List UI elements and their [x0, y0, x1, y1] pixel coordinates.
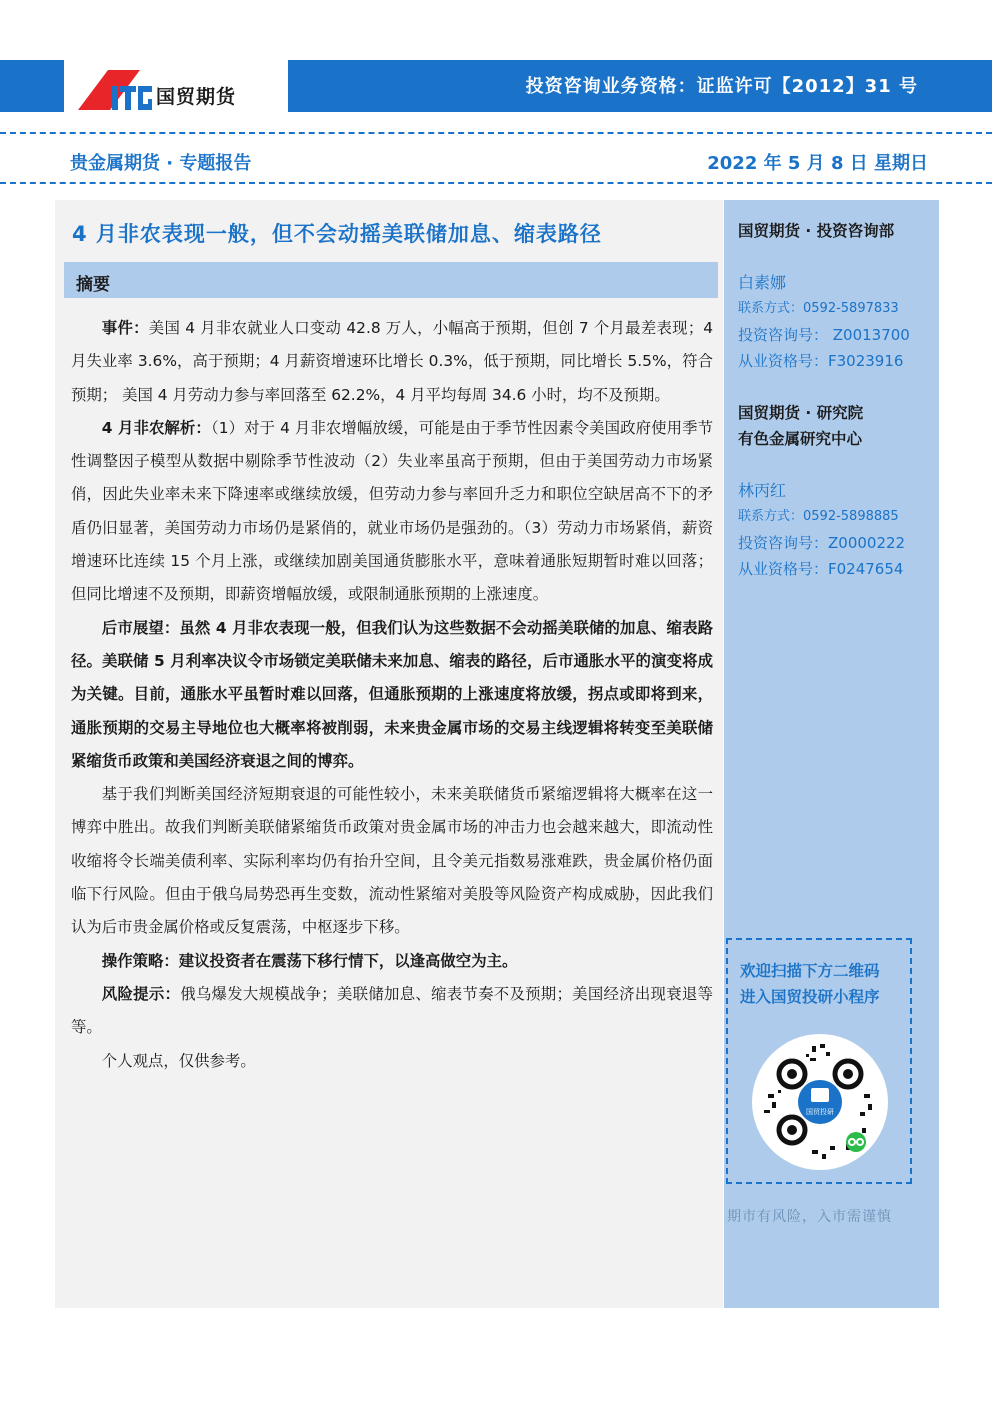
text-judgement: 基于我们判断美国经济短期衰退的可能性较小，未来美联储货币紧缩逻辑将大概率在这一博弈中胜出。故我们判断美联储紧缩货币政策对贵金属市场的冲击力也会越来越大，即流动性收缩将令长端美债利率、实际利率均仍有抬升空间，且令美元指数易涨难跌，贵金属价格仍面临下行风险。但由于俄乌局势恐再生变数，流动性紧缩对美股等风险资产构成威胁，因此我们认为后市贵金属价格或反复震荡，中枢逐步下移。 — [71, 785, 713, 937]
analyst2-name: 林丙红 — [738, 481, 787, 500]
report-type: 贵金属期货 · 专题报告 — [70, 153, 252, 174]
analyst1-card — [738, 270, 910, 374]
itg-logo-icon — [78, 66, 154, 112]
dept2-line1: 国贸期货 · 研究院 — [738, 404, 864, 422]
analyst2-license: 从业资格号：F0247654 — [738, 560, 904, 578]
dept2-line2: 有色金属研究中心 — [738, 430, 863, 448]
article-title: 4 月非农表现一般，但不会动摇美联储加息、缩表路径 — [72, 222, 602, 246]
article-body — [71, 312, 713, 1078]
lead-strategy: 操作策略： — [101, 951, 179, 970]
divider-bottom — [0, 182, 992, 184]
analyst2-card — [738, 478, 905, 582]
analyst1-contact: 联系方式：0592-5897833 — [738, 301, 899, 316]
text-risk: 俄乌爆发大规模战争；美联储加息、缩表节奏不及预期；美国经济出现衰退等等。 — [71, 984, 713, 1037]
lead-event: 事件： — [101, 319, 149, 337]
summary-label: 摘要 — [76, 275, 110, 295]
text-disclaimer: 个人观点，仅供参考。 — [101, 1051, 256, 1070]
divider-top — [0, 132, 992, 134]
lead-risk: 风险提示： — [101, 984, 181, 1003]
paragraph-judgement — [71, 778, 713, 944]
mini-program-qr-icon[interactable] — [750, 1032, 890, 1172]
analyst1-name: 白素娜 — [738, 273, 787, 292]
paragraph-risk — [71, 978, 713, 1045]
text-strategy: 建议投资者在震荡下移行情下，以逢高做空为主。 — [178, 951, 518, 970]
qr-caption-line1: 欢迎扫描下方二维码 — [740, 962, 880, 980]
paragraph-event — [71, 312, 713, 412]
analyst1-advisory: 投资咨询号： Z0013700 — [738, 326, 910, 344]
analyst2-advisory: 投资咨询号：Z0000222 — [738, 534, 906, 552]
qualification-text: 投资咨询业务资格：证监许可【2012】31 号 — [525, 76, 918, 97]
paragraph-analysis — [71, 412, 713, 612]
lead-outlook: 后市展望： — [101, 618, 180, 637]
analyst2-contact: 联系方式：0592-5898885 — [738, 509, 899, 524]
report-date: 2022 年 5 月 8 日 星期日 — [707, 153, 928, 174]
dept1-heading: 国贸期货 · 投资咨询部 — [738, 222, 895, 240]
text-outlook: 虽然 4 月非农表现一般，但我们认为这些数据不会动摇美联储的加息、缩表路径。美联储 5 月利率决议令市场锁定美联储未来加息、缩表的路径，后市通胀水平的演变将成为关键。目前，通胀水平虽暂时难以回落，但通胀预期的上涨速度将放缓，拐点或即将到来，通胀预期的交易主导地位也大概率将被削弱，未来贵金属市场的交易主线逻辑将转变至美联储紧缩货币政策和美国经济衰退之间的博弈。 — [71, 618, 713, 770]
header-band-left — [0, 60, 64, 112]
analyst1-license: 从业资格号：F3023916 — [738, 352, 904, 370]
text-event: 美国 4 月非农就业人口变动 42.8 万人，小幅高于预期，但创 7 个月最差表现；4 月失业率 3.6%，高于预期；4 月薪资增速环比增长 0.3%，低于预期，同比增长 5.5%，符合预期； 美国 4 月劳动力参与率回落至 62.2%，4 月平均每周 34.6 小时，均不及预期。 — [71, 319, 713, 404]
lead-analysis: 4 月非农解析： — [101, 418, 211, 437]
summary-header-bar — [64, 262, 718, 298]
paragraph-outlook — [71, 612, 713, 778]
qr-caption — [740, 958, 880, 1010]
company-logo — [78, 66, 278, 112]
paragraph-disclaimer — [71, 1045, 713, 1078]
logo-text: 国贸期货 — [156, 86, 237, 108]
risk-warning: 期市有风险，入市需谨慎 — [727, 1209, 892, 1225]
qr-center-label: 国贸投研 — [806, 1108, 834, 1116]
qr-promo-box — [726, 938, 912, 1184]
sidebar-dept1 — [738, 218, 894, 244]
paragraph-strategy — [71, 945, 713, 978]
text-analysis: （1）对于 4 月非农增幅放缓，可能是由于季节性因素令美国政府使用季节性调整因子模型从数据中剔除季节性波动（2）失业率虽高于预期，但由于美国劳动力市场紧俏，因此失业率未来下降速率或继续放缓，但劳动力参与率回升乏力和职位空缺居高不下的矛盾仍旧显著，美国劳动力市场仍是紧俏的，就业市场仍是强劲的。（3）劳动力市场紧俏，薪资增速环比连续 15 个月上涨，或继续加剧美国通货膨胀水平，意味着通胀短期暂时难以回落；但同比增速不及预期，即薪资增幅放缓，或限制通胀预期的上涨速度。 — [71, 418, 714, 604]
sidebar-dept2 — [738, 400, 863, 452]
qr-caption-line2: 进入国贸投研小程序 — [740, 988, 880, 1006]
